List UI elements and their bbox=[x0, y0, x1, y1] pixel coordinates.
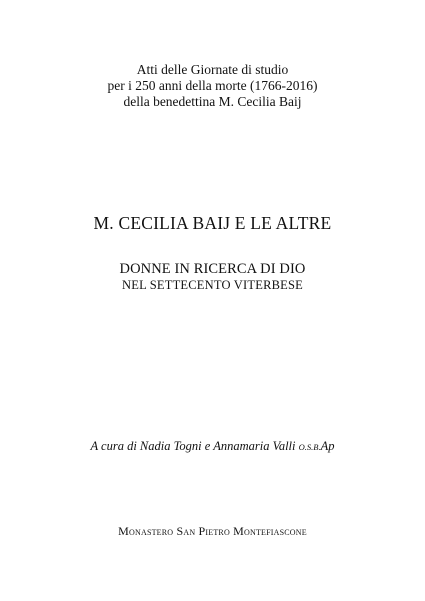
proceedings-note bbox=[0, 62, 425, 110]
order-abbreviation: O.S.B. bbox=[298, 442, 321, 452]
editors-text: A cura di Nadia Togni e Annamaria Valli bbox=[90, 439, 299, 453]
proceedings-line-3: della benedettina M. Cecilia Baij bbox=[123, 94, 302, 109]
order-suffix: Ap bbox=[320, 439, 335, 453]
subtitle-line-2: NEL SETTECENTO VITERBESE bbox=[122, 278, 303, 292]
proceedings-line-2: per i 250 anni della morte (1766-2016) bbox=[107, 78, 318, 93]
subtitle-line-1: DONNE IN RICERCA DI DIO bbox=[119, 261, 306, 277]
book-title: M. CECILIA BAIJ E LE ALTRE bbox=[93, 213, 332, 233]
editors-credit bbox=[0, 439, 425, 455]
publisher: Monastero San Pietro Montefiascone bbox=[118, 524, 307, 538]
proceedings-line-1: Atti delle Giornate di studio bbox=[136, 62, 289, 77]
